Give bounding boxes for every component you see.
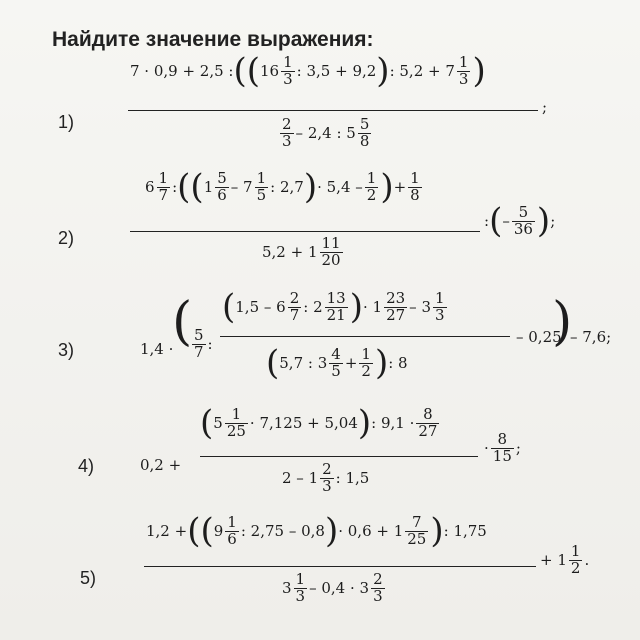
page-title: Найдите значение выражения: [52, 28, 374, 51]
expr5-top-c: · 0,6 + 1 [338, 522, 404, 540]
expr3-colon: : [207, 335, 213, 354]
expr2-paren-open: (( [177, 167, 204, 207]
expr3-frac-5-7: $\frac{5}{7}$ [194, 326, 204, 361]
expr4-top-c: : 9,1 · [371, 414, 415, 432]
expr3-tail: – 7,6; [570, 328, 612, 346]
expr2-tail-minus: – [502, 212, 510, 230]
expr3-frac-4-5: $\frac{4}{5}$ [331, 344, 341, 380]
expr5-tail [540, 544, 589, 577]
expr1-paren-close2: ) [472, 51, 486, 91]
expr4-top-b: · 7,125 + 5,04 [249, 414, 358, 432]
expr4-frac-1-25: $\frac{1}{25}$ [226, 404, 246, 440]
expr2-frac-1-8: $\frac{1}{8}$ [410, 168, 420, 204]
expr5-bot-b: – 0,4 · 3 [309, 579, 370, 598]
expr3-outer-paren-close: ) [552, 292, 573, 352]
expr3-prefix: 1,4 · [140, 340, 174, 358]
expr2-frac-1-5: $\frac{1}{5}$ [256, 168, 267, 204]
expr2-frac-5-6: $\frac{5}{6}$ [217, 168, 227, 204]
item-number-2: 2) [58, 228, 75, 248]
expr4-fraction-bar [200, 456, 478, 457]
expr3-frac-1-2: $\frac{1}{2}$ [361, 344, 371, 380]
expr2-tail: : ( – $\frac{5}{36}$ ) ; [484, 201, 556, 241]
expr2-frac-1-7: $\frac{1}{7}$ [158, 168, 169, 204]
expr2-bot: 5,2 + 1 [262, 243, 318, 262]
expr5-frac-1-2: $\frac{1}{2}$ [570, 542, 581, 577]
expr3-top-c: · 1 [362, 298, 383, 316]
item-number-3: 3) [58, 340, 75, 360]
expr3-top-d: – 3 [409, 298, 431, 316]
expr2-frac-11-20: $\frac{11}{20}$ [321, 234, 341, 269]
expr1-paren-close: ) [376, 51, 390, 91]
expr2-semicolon: ; [550, 212, 556, 230]
expr3-outer-paren-open: ( [172, 292, 193, 352]
expr3-minus-025: – 0,25 [516, 328, 562, 346]
expr1-frac-2-3: $\frac{2}{3}$ [282, 115, 292, 150]
expr2-colon: : [172, 178, 178, 196]
expr2-tail-colon: : [484, 212, 490, 230]
expr5-frac-1-3: $\frac{1}{3}$ [295, 570, 306, 605]
expr3-numerator: ( 1,5 – 6 $\frac{2}{7}$ : 2 $\frac{13}{21}$ ) · 1 $\frac{23}{27}$ – 3 $\frac{1}{3}$ [222, 287, 445, 327]
expr2-paren-close2: ) [380, 167, 394, 207]
expr2-numerator [145, 167, 424, 207]
expr3-plus: + [344, 354, 358, 372]
expr4-numerator: ( 5 $\frac{1}{25}$ · 7,125 + 5,04 ) : 9,1 · $\frac{8}{27}$ [200, 403, 438, 443]
expr5-dot: . [584, 551, 590, 570]
expr3-bot-b: : 8 [388, 354, 408, 372]
expr5-top-b: : 2,75 – 0,8 [240, 522, 325, 540]
item-number-1: 1) [58, 112, 75, 132]
expr1-semicolon: ; [542, 98, 548, 116]
expr5-bot-a: 3 [282, 579, 292, 598]
expr3-frac-2-7: $\frac{2}{7}$ [289, 288, 300, 324]
expr5-frac-1-6: $\frac{1}{6}$ [227, 512, 237, 548]
expr2-dot54: · 5,4 – [317, 178, 363, 196]
expr1-bot-b: – 2,4 : 5 [295, 124, 356, 143]
expr4-frac-2-3: $\frac{2}{3}$ [322, 460, 332, 495]
expr4-prefix: 0,2 + [140, 456, 182, 474]
expr4-dot: · [484, 439, 489, 458]
expr2-plus: + [393, 178, 407, 196]
expr4-bot-a: 2 – 1 [282, 469, 319, 488]
expr1-frac-5-8: $\frac{5}{8}$ [359, 115, 370, 150]
expr5-top-a: 1,2 + [146, 522, 188, 540]
expr3-denominator: ( 5,7 : 3 $\frac{4}{5}$ + $\frac{1}{2}$ ) : 8 [266, 343, 408, 383]
expr1-denominator [278, 117, 373, 150]
expr5-numerator: 1,2 + (( 9 $\frac{1}{6}$ : 2,75 – 0,8 ) · 0,6 + 1 $\frac{7}{25}$ ) : 1,75 [146, 511, 487, 551]
expr4-frac-8-27: $\frac{8}{27}$ [418, 404, 438, 440]
expr1-paren-open: (( [233, 51, 261, 91]
expr1-numerator [130, 51, 486, 91]
expr5-frac-7-25: $\frac{7}{25}$ [407, 512, 427, 548]
item-number-4: 4) [78, 456, 95, 476]
expr4-semicolon: ; [515, 439, 521, 458]
expr5-denominator [282, 572, 387, 605]
expr1-fraction-bar [128, 110, 538, 111]
expr3-bot-a: 5,7 : 3 [279, 354, 328, 372]
expr2-mid: : 2,7 [270, 178, 304, 196]
expr5-nine: 9 [213, 522, 224, 540]
expr3-frac-1-3: $\frac{1}{3}$ [434, 288, 445, 324]
item-number-5: 5) [80, 568, 97, 588]
expr5-frac-2-3: $\frac{2}{3}$ [373, 570, 383, 605]
expr2-one: 1 [203, 178, 214, 196]
expr3-fraction-bar [220, 336, 510, 337]
expr3-frac-5-7-wrap [190, 328, 213, 361]
expr5-plus: + 1 [540, 551, 567, 570]
expr4-frac-8-15: $\frac{8}{15}$ [492, 430, 512, 465]
expr1-top-c: : 5,2 + 7 [389, 62, 455, 80]
expr4-top-a: 5 [213, 414, 223, 432]
expr2-six: 6 [145, 178, 155, 196]
expr3-top-b: : 2 [303, 298, 323, 316]
expr3-frac-13-21: $\frac{13}{21}$ [326, 288, 346, 324]
expr5-fraction-bar [144, 566, 536, 567]
expr4-denominator [282, 462, 369, 495]
expr3-top-a: 1,5 – 6 [235, 298, 286, 316]
expr2-minus7: – 7 [230, 178, 253, 196]
expr2-frac-1-2: $\frac{1}{2}$ [366, 168, 377, 204]
expr4-tail [484, 432, 521, 465]
expr1-frac-1-3b: $\frac{1}{3}$ [458, 52, 469, 88]
expr2-fraction-bar [130, 231, 480, 232]
expr3-frac-23-27: $\frac{23}{27}$ [386, 288, 406, 324]
expr1-frac-1-3: $\frac{1}{3}$ [283, 52, 293, 88]
expr5-top-d: : 1,75 [443, 522, 487, 540]
expr2-denominator [262, 236, 345, 269]
expr4-bot-b: : 1,5 [335, 469, 370, 488]
expr2-frac-5-36: $\frac{5}{36}$ [513, 202, 533, 238]
expr1-top-b: : 3,5 + 9,2 [296, 62, 377, 80]
expr1-top-a: 7 · 0,9 + 2,5 : [130, 62, 234, 80]
expr2-paren-close: ) [303, 167, 318, 207]
expr1-16: 16 [260, 62, 280, 80]
